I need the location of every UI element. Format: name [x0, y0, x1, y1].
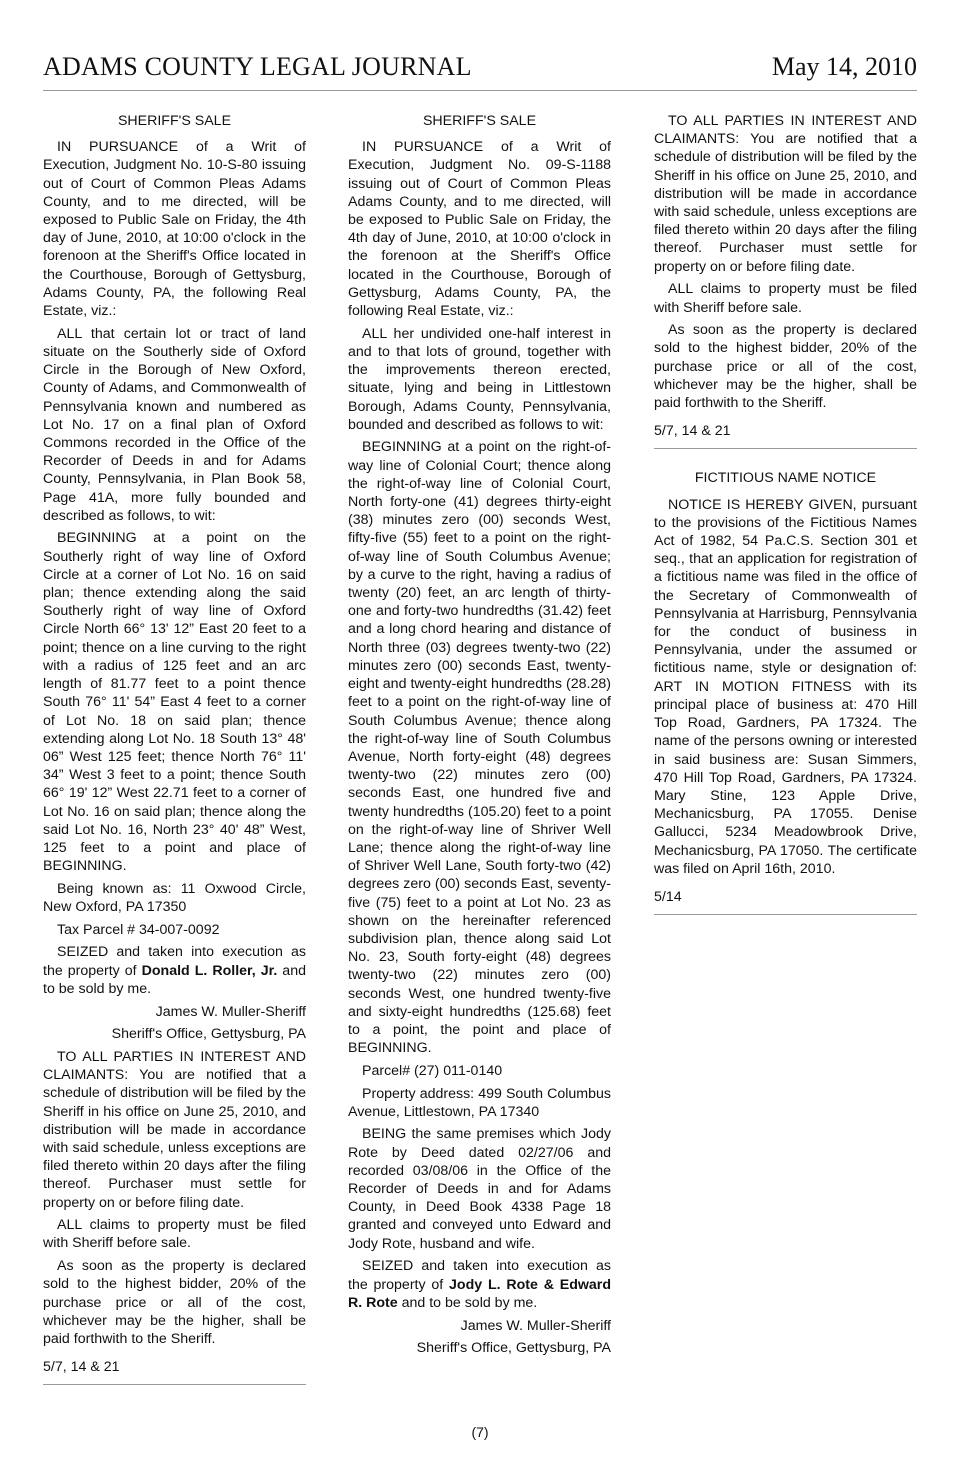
- seized-text: SEIZED and taken into execution as the property of: [348, 1258, 611, 1293]
- notice-paragraph: TO ALL PARTIES IN INTEREST AND CLAIMANTS: You are notified that a schedule of distribution will be filed by the Sheriff in his office on June 25, 2010, and distribution will be made in accordance with said schedule, unless exceptions are filed thereto within 20 days after the filing thereof. Purchaser must settle for property on or before filing date.: [654, 113, 917, 275]
- notice-paragraph: ALL claims to property must be filed with Sheriff before sale.: [43, 1217, 306, 1252]
- defendant-name: Donald L. Roller, Jr.: [141, 962, 278, 979]
- tax-parcel: Tax Parcel # 34-007-0092: [57, 921, 220, 938]
- column-3: [654, 112, 917, 935]
- notice-paragraph: ALL her undivided one-half interest in and to that lots of ground, together with the improvements thereon erected, situate, lying and being in Littlestown Borough, Adams County, Pennsylvania, bounded and described as follows to wit:: [348, 325, 611, 433]
- notice-paragraph: As soon as the property is declared sold to the highest bidder, 20% of the purchase price or all of the cost, whichever may be the higher, shall be paid forthwith to the Sheriff.: [654, 322, 917, 412]
- seized-paragraph: [348, 1257, 611, 1312]
- publication-dates: 5/7, 14 & 21: [43, 1359, 120, 1376]
- notice-paragraph: NOTICE IS HEREBY GIVEN, pursuant to the provisions of the Fictitious Names Act of 1982, 54 Pa.C.S. Section 301 et seq., that an application for registration of a fictitious name was filed in the office of the Secretary of Commonwealth of Pennsylvania at Harrisburg, Pennsylvania for the conduct of business in Pennsylvania, under the assumed or fictitious name, style or designation of: ART IN MOTION FITNESS with its principal place of business at: 470 Hill Top Road, Gardners, PA 17324. The name of the persons owning or interested in said business are: Susan Simmers, 470 Hill Top Road, Gardners, PA 17324. Mary Stine, 123 Apple Drive, Mechanicsburg, PA 17055. Denise Gallucci, 5234 Meadowbrook Drive, Mechanicsburg, PA 17050. The certificate was filed on April 16th, 2010.: [654, 496, 917, 877]
- notice-paragraph: ALL claims to property must be filed with Sheriff before sale.: [654, 281, 917, 316]
- signature-name: James W. Muller-Sheriff: [460, 1317, 611, 1334]
- seized-paragraph: [43, 943, 306, 998]
- notice-paragraph: IN PURSUANCE of a Writ of Execution, Judgment No. 10-S-80 issuing out of Court of Common Pleas Adams County, and to me directed, will be exposed to Public Sale on Friday, the 4th day of June, 2010, at 10:00 o'clock in the forenoon at the Sheriff's Office located in the Courthouse, Borough of Gettysburg, Adams County, PA, the following Real Estate, viz.:: [43, 139, 306, 320]
- notice-paragraph: As soon as the property is declared sold to the highest bidder, 20% of the purchase price or all of the cost, whichever may be the higher, shall be paid forthwith to the Sheriff.: [43, 1258, 306, 1347]
- property-address: Property address: 499 South Columbus Avenue, Littlestown, PA 17340: [348, 1085, 611, 1120]
- notice-paragraph: BEGINNING at a point on the right-of-way line of Colonial Court; thence along the right-of-way line of Colonial Court, North forty-one (41) degrees thirty-eight (38) minutes zero (00) seconds West, fifty-five (55) feet to a point on the right-of-way line of South Columbus Avenue; by a curve to the right, having a radius of twenty (20) feet, an arc length of thirty-one and forty-two hundredths (31.42) feet and a long chord hearing and distance of North three (03) degrees twenty-two (22) minutes zero (00) seconds East, twenty-eight and twenty-eight hundredths (28.28) feet to a point on the right-of-way line of South Columbus Avenue; thence along the right-of-way line of South Columbus Avenue, North forty-eight (48) degrees twenty-two (22) minutes zero (00) seconds East, one hundred five and twenty hundredths (105.20) feet to a point on the right-of-way line of Shriver Well Lane; thence along the right-of-way line of Shriver Well Lane, South forty-two (42) degrees zero (00) seconds East, seventy-five (75) feet to a point at Lot No. 23 as shown on the hereinafter referenced subdivision plan, thence along said Lot No. 23, South forty-eight (48) degrees twenty-two (22) minutes zero (00) seconds West, one hundred twenty-five and sixty-eight hundredths (125.68) feet to a point, the point and place of BEGINNING.: [348, 439, 611, 1057]
- notice-title: SHERIFF'S SALE: [117, 113, 232, 129]
- defendant-name: Jody L. Rote & Edward R. Rote: [348, 1276, 611, 1311]
- seized-text: SEIZED and taken into execution as the property of: [43, 944, 306, 979]
- issue-date: May 14, 2010: [771, 52, 917, 81]
- seized-text-end: and to be sold by me.: [397, 1294, 538, 1311]
- signature-office: Sheriff's Office, Gettysburg, PA: [416, 1340, 611, 1357]
- signature-name: James W. Muller-Sheriff: [155, 1003, 306, 1020]
- publication-dates: 5/7, 14 & 21: [654, 423, 731, 440]
- notice-paragraph: TO ALL PARTIES IN INTEREST AND CLAIMANTS: You are notified that a schedule of distribution will be filed by the Sheriff in his office on June 25, 2010, and distribution will be made in accordance with said schedule, unless exceptions are filed thereto within 20 days after the filing thereof. Purchaser must settle for property on or before filing date.: [43, 1048, 306, 1211]
- publication-title: ADAMS COUNTY LEGAL JOURNAL: [43, 52, 472, 81]
- page-header: [43, 52, 917, 91]
- notice-title: FICTITIOUS NAME NOTICE: [694, 470, 877, 487]
- notice-paragraph: BEGINNING at a point on the Southerly right of way line of Oxford Circle at a corner of Lot No. 16 on said plan; thence extending along the said Southerly right of way line of Oxford Circle North 66° 13' 12” East 20 feet to a point; thence on a line curving to the right with a radius of 125 feet and an arc length of 81.77 feet to a point thence South 76° 11' 54” East 4 feet to a corner of Lot No. 18 on said plan; thence extending along Lot No. 18 South 13° 48' 06” West 125 feet; thence North 76° 11' 34” West 3 feet to a point; thence South 66° 19' 12” West 22.71 feet to a corner of Lot No. 16 on said plan; thence along the said Lot No. 16, North 23° 40' 48” West, 125 feet to a point and place of BEGINNING.: [43, 530, 306, 875]
- notice-paragraph: IN PURSUANCE of a Writ of Execution, Judgment No. 09-S-1188 issuing out of Court of Common Pleas Adams County, and to me directed, will be exposed to Public Sale on Friday, the 4th day of June, 2010, at 10:00 o'clock in the forenoon at the Sheriff's Office located in the Courthouse, Borough of Gettysburg, Adams County, PA, the following Real Estate, viz.:: [348, 139, 611, 320]
- seized-text-end: and to be sold by me.: [43, 962, 306, 997]
- signature-office: Sheriff's Office, Gettysburg, PA: [111, 1026, 306, 1043]
- column-2: [348, 112, 611, 1362]
- publication-dates: 5/14: [654, 888, 682, 905]
- divider: [654, 914, 917, 915]
- notice-paragraph: ALL that certain lot or tract of land situate on the Southerly side of Oxford Circle in the Borough of New Oxford, County of Adams, and Commonwealth of Pennsylvania known and numbered as Lot No. 17 on a final plan of Oxford Commons recorded in the Office of the Recorder of Deeds in and for Adams County, Pennsylvania, in Plan Book 58, Page 41A, more fully bounded and described as follows, to wit:: [43, 325, 306, 524]
- parcel-number: Parcel# (27) 011-0140: [362, 1062, 503, 1079]
- column-1: [43, 112, 306, 1405]
- page-number: (7): [471, 1424, 489, 1440]
- notice-title: SHERIFF'S SALE: [422, 113, 537, 129]
- divider: [43, 1384, 306, 1385]
- property-address: Being known as: 11 Oxwood Circle, New Oxford, PA 17350: [43, 880, 306, 916]
- divider: [654, 448, 917, 449]
- notice-paragraph: BEING the same premises which Jody Rote by Deed dated 02/27/06 and recorded 03/08/06 in the Office of the Recorder of Deeds in and for Adams County, in Deed Book 4338 Page 18 granted and conveyed unto Edward and Jody Rote, husband and wife.: [348, 1126, 611, 1252]
